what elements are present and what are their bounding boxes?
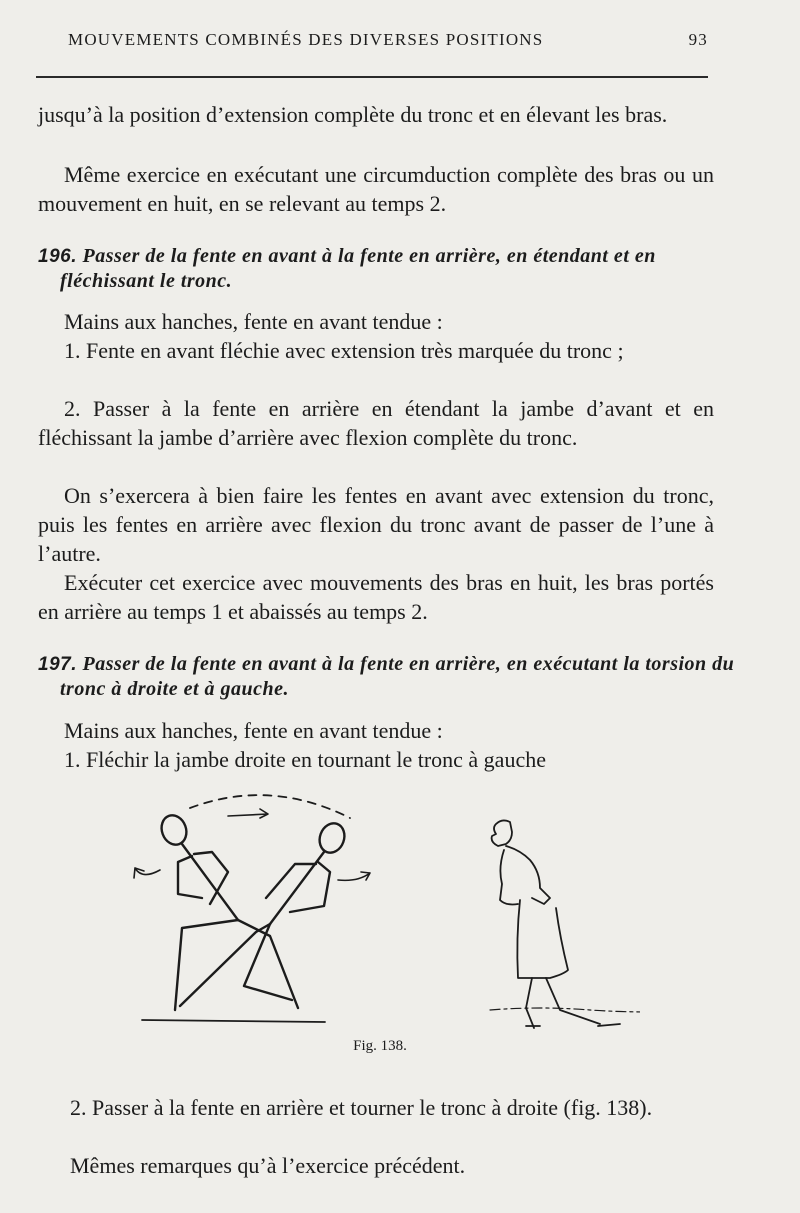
stick-figure-backward [180, 820, 348, 1006]
page-number: 93 [688, 30, 708, 49]
arrow-icon [134, 868, 160, 878]
exercise-title: Passer de la fente en avant à la fente en arrière, en étendant et en fléchissant le tronc. [60, 245, 656, 292]
motion-arc [190, 795, 350, 818]
paragraph: jusqu’à la position d’extension complète du tronc et en élevant les bras. [38, 102, 668, 127]
exercise-number: 196. [38, 246, 77, 267]
woman-figure [490, 820, 640, 1028]
header-rule [36, 76, 708, 78]
exercise-heading-196 [38, 244, 738, 294]
stick-figure-forward [158, 812, 298, 1010]
paragraph: Même exercice en exécutant une circumduction complète des bras ou un mouvement en huit, en se relevant au temps 2. [38, 162, 714, 216]
exercise-heading-197 [38, 652, 738, 702]
figure-caption: Fig. 138. [353, 1038, 407, 1054]
arrow-icon [338, 872, 370, 880]
running-header [40, 30, 708, 50]
paragraph: On s’exercera à bien faire les fentes en avant avec extension du tronc, puis les fentes en arrière avec flexion du tronc avant de passer de l’une à l’autre. [38, 483, 714, 566]
paragraph: Exécuter cet exercice avec mouvements des bras en huit, les bras portés en arrière au temps 1 et abaissés au temps 2. [38, 570, 714, 624]
arrow-icon [228, 809, 268, 818]
paragraph: Mêmes remarques qu’à l’exercice précédent. [70, 1153, 466, 1178]
paragraph: 2. Passer à la fente en arrière et tourner le tronc à droite (fig. 138). [70, 1095, 653, 1120]
ground-line [142, 1020, 325, 1022]
exercise-title: Passer de la fente en avant à la fente en arrière, en exécutant la torsion du tronc à droite et à gauche. [60, 653, 735, 700]
paragraph: 1. Fente en avant fléchie avec extension très marquée du tronc ; [64, 338, 624, 363]
running-title: MOUVEMENTS COMBINÉS DES DIVERSES POSITIONS [68, 30, 544, 49]
paragraph: 2. Passer à la fente en arrière en étendant la jambe d’avant et en fléchissant la jambe d’arrière avec flexion complète du tronc. [38, 396, 714, 450]
paragraph: Mains aux hanches, fente en avant tendue : [64, 718, 443, 743]
figure-illustration [120, 788, 640, 1038]
paragraph: Mains aux hanches, fente en avant tendue : [64, 309, 443, 334]
paragraph: 1. Fléchir la jambe droite en tournant le tronc à gauche [64, 747, 546, 772]
exercise-number: 197. [38, 654, 77, 675]
